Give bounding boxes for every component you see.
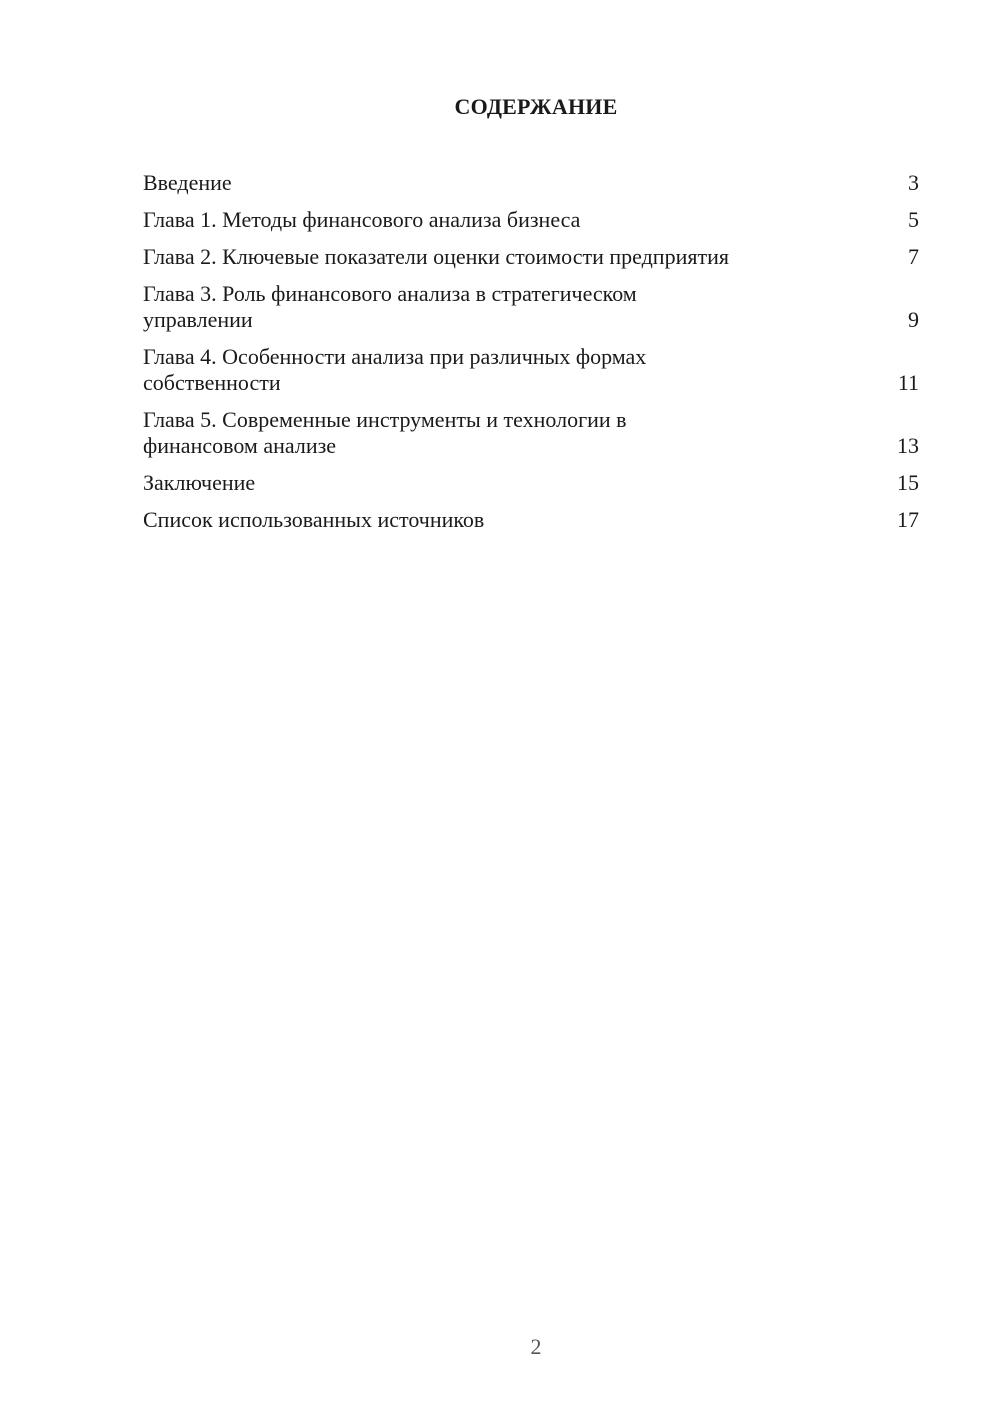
page-number: 2 [530, 1334, 542, 1359]
toc-entry-text: Глава 3. Роль финансового анализа в стратегическом управлении [143, 281, 637, 332]
toc-entry-page: 3 [908, 170, 919, 195]
page-title: СОДЕРЖАНИЕ [454, 94, 618, 119]
toc-entry-chapter-4 [143, 344, 919, 396]
toc-entry-chapter-3 [143, 281, 919, 333]
toc-entry-text: Введение [143, 170, 232, 195]
toc-entry-introduction [143, 170, 919, 196]
table-of-contents [143, 170, 919, 544]
toc-entry-text: Глава 2. Ключевые показатели оценки стоимости предприятия [143, 244, 729, 269]
toc-entry-page: 17 [897, 507, 919, 532]
toc-entry-page: 15 [897, 470, 919, 495]
toc-entry-page: 13 [897, 433, 919, 458]
toc-entry-text: Глава 4. Особенности анализа при различных формах собственности [143, 344, 647, 395]
toc-entry-text: Глава 5. Современные инструменты и технологии в финансовом анализе [143, 407, 627, 458]
toc-entry-chapter-5 [143, 407, 919, 459]
toc-entry-text: Заключение [143, 470, 256, 495]
toc-entry-page: 7 [908, 244, 919, 269]
toc-entry-text: Глава 1. Методы финансового анализа бизнеса [143, 207, 581, 232]
toc-entry-page: 5 [908, 207, 919, 232]
toc-entry-references [143, 507, 919, 533]
toc-entry-conclusion [143, 470, 919, 496]
toc-entry-text: Список использованных источников [143, 507, 485, 532]
toc-entry-page: 9 [908, 307, 919, 332]
toc-entry-chapter-2 [143, 244, 919, 270]
toc-entry-page: 11 [897, 370, 919, 395]
toc-entry-chapter-1 [143, 207, 919, 233]
